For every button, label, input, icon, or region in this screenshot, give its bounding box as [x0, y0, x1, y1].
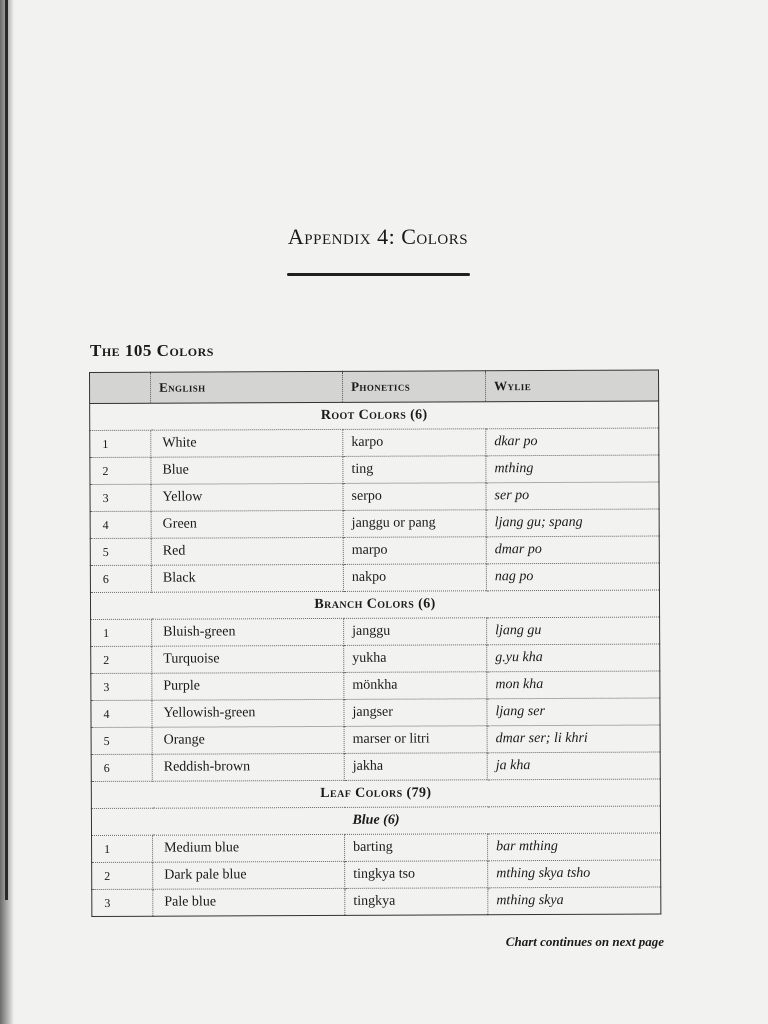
group-heading-row [90, 401, 659, 430]
table-row [91, 752, 660, 781]
english-cell: Dark pale blue [153, 861, 345, 889]
header-english: English [151, 371, 343, 403]
wylie-cell: g.yu kha [487, 644, 660, 672]
table-row [92, 887, 661, 916]
phonetics-cell: tingkya [345, 888, 488, 916]
wylie-cell: mthing skya [488, 887, 661, 915]
section-heading: The 105 Colors [90, 341, 214, 360]
english-cell: Orange [152, 726, 344, 754]
phonetics-cell: tingkya tso [345, 861, 488, 889]
wylie-cell: nag po [486, 563, 659, 591]
phonetics-cell: yukha [344, 645, 487, 673]
english-cell: Black [151, 564, 343, 592]
group-heading-row [91, 779, 660, 808]
row-number: 5 [91, 727, 152, 754]
group-heading: Leaf Colors (79) [91, 779, 660, 808]
wylie-cell: dkar po [486, 428, 659, 456]
phonetics-cell: karpo [343, 429, 486, 457]
header-phonetics: Phonetics [342, 371, 485, 403]
phonetics-cell: jangser [344, 699, 487, 727]
phonetics-cell: serpo [343, 483, 486, 511]
english-cell: Reddish-brown [152, 753, 344, 781]
wylie-cell: ser po [486, 482, 659, 510]
wylie-cell: dmar ser; li khri [487, 725, 660, 753]
page-binding-edge [0, 0, 14, 1024]
phonetics-cell: jakha [344, 753, 487, 781]
phonetics-cell: nakpo [343, 564, 486, 592]
wylie-cell: mon kha [487, 671, 660, 699]
group-heading: Branch Colors (6) [90, 590, 659, 619]
english-cell: White [151, 429, 343, 457]
header-number [90, 372, 151, 403]
wylie-cell: dmar po [486, 536, 659, 564]
phonetics-cell: ting [343, 456, 486, 484]
wylie-cell: ljang ser [487, 698, 660, 726]
english-cell: Medium blue [153, 834, 345, 862]
wylie-cell: ja kha [487, 752, 660, 780]
english-cell: Yellowish-green [152, 699, 344, 727]
row-number: 1 [91, 619, 152, 646]
row-number: 2 [92, 862, 153, 889]
row-number: 6 [90, 565, 151, 592]
phonetics-cell: mönkha [344, 672, 487, 700]
row-number: 3 [92, 889, 153, 916]
row-number: 1 [90, 430, 151, 457]
table-row [90, 428, 659, 457]
subgroup-heading: Blue (6) [91, 806, 660, 835]
colors-table-container [89, 370, 661, 917]
row-number: 3 [90, 484, 151, 511]
table-row [91, 617, 660, 646]
english-cell: Bluish-green [152, 618, 344, 646]
table-row [90, 455, 659, 484]
title-rule [287, 273, 470, 276]
row-number: 4 [90, 511, 151, 538]
table-row [92, 833, 661, 862]
group-heading-row [90, 590, 659, 619]
english-cell: Green [151, 510, 343, 538]
phonetics-cell: marser or litri [344, 726, 487, 754]
row-number: 2 [91, 646, 152, 673]
table-row [90, 563, 659, 592]
english-cell: Red [151, 537, 343, 565]
table-row [92, 860, 661, 889]
row-number: 6 [91, 754, 152, 781]
subgroup-heading-row [91, 806, 660, 835]
header-wylie: Wylie [485, 370, 658, 402]
phonetics-cell: barting [345, 834, 488, 862]
row-number: 5 [90, 538, 151, 565]
wylie-cell: mthing [486, 455, 659, 483]
table-body [90, 401, 661, 916]
row-number: 1 [92, 835, 153, 862]
table-header-row [90, 370, 659, 403]
english-cell: Yellow [151, 483, 343, 511]
row-number: 3 [91, 673, 152, 700]
wylie-cell: mthing skya tsho [488, 860, 661, 888]
english-cell: Pale blue [153, 888, 345, 916]
continues-note: Chart continues on next page [505, 934, 664, 949]
table-row [91, 671, 660, 700]
english-cell: Purple [152, 672, 344, 700]
wylie-cell: ljang gu [487, 617, 660, 645]
phonetics-cell: janggu [344, 618, 487, 646]
wylie-cell: bar mthing [488, 833, 661, 861]
table-row [90, 536, 659, 565]
english-cell: Blue [151, 456, 343, 484]
table-row [90, 482, 659, 511]
english-cell: Turquoise [152, 645, 344, 673]
page-title: Appendix 4: Colors [287, 224, 469, 249]
colors-table [89, 370, 661, 917]
table-row [90, 509, 659, 538]
phonetics-cell: marpo [343, 537, 486, 565]
wylie-cell: ljang gu; spang [486, 509, 659, 537]
group-heading: Root Colors (6) [90, 401, 659, 430]
row-number: 2 [90, 457, 151, 484]
table-row [91, 644, 660, 673]
table-row [91, 698, 660, 727]
row-number: 4 [91, 700, 152, 727]
table-row [91, 725, 660, 754]
phonetics-cell: janggu or pang [343, 510, 486, 538]
